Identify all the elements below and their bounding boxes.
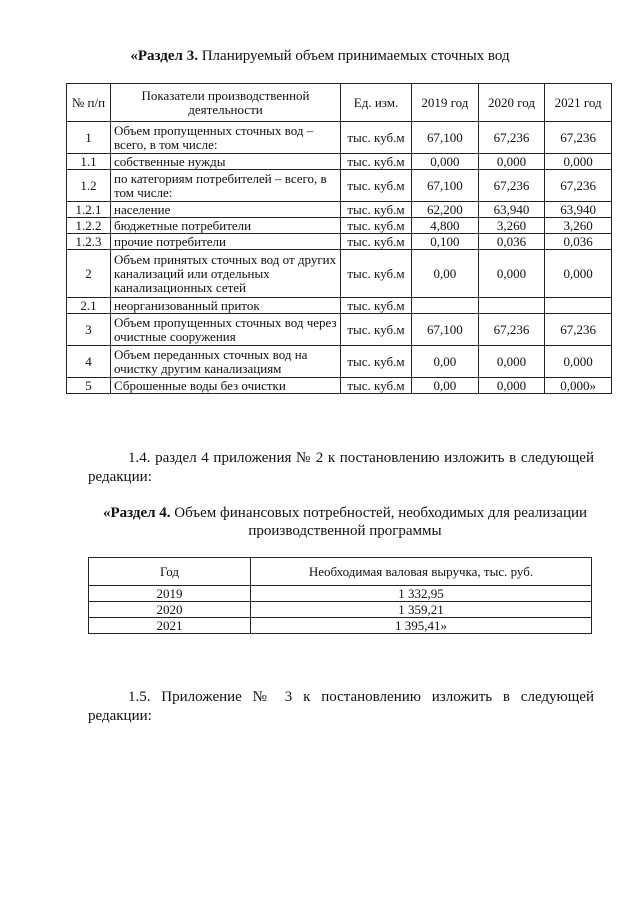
row-num: 2 [67,250,111,298]
section4-row [89,586,592,602]
section4-row [89,602,592,618]
section3-row [67,202,612,218]
section3-row [67,378,612,394]
row-value-2020: 0,000 [478,378,545,394]
row-year: 2019 [89,586,251,602]
row-num: 1 [67,122,111,154]
row-value-2021: 0,036 [545,234,612,250]
section4-table [88,557,592,634]
section3-title [0,48,640,65]
row-unit: тыс. куб.м [341,202,412,218]
header-num: № п/п [67,84,111,122]
row-revenue: 1 395,41» [251,618,592,634]
row-num: 3 [67,314,111,346]
row-unit: тыс. куб.м [341,378,412,394]
row-indicator: население [111,202,341,218]
row-value-2020: 0,000 [478,250,545,298]
section3-title-bold: «Раздел 3. [130,48,198,64]
row-value-2019: 0,000 [412,154,479,170]
row-unit: тыс. куб.м [341,250,412,298]
row-unit: тыс. куб.м [341,122,412,154]
row-num: 5 [67,378,111,394]
row-unit: тыс. куб.м [341,234,412,250]
row-value-2021: 0,000 [545,250,612,298]
row-value-2021: 0,000 [545,154,612,170]
row-value-2021: 63,940 [545,202,612,218]
section3-table [66,83,612,394]
row-value-2021: 67,236 [545,170,612,202]
row-value-2020: 67,236 [478,170,545,202]
row-value-2019 [412,298,479,314]
section4-title [95,504,595,540]
row-indicator: Объем пропущенных сточных вод через очистные сооружения [111,314,341,346]
row-num: 1.2.3 [67,234,111,250]
row-value-2021: 67,236 [545,314,612,346]
section3-row [67,122,612,154]
row-value-2020: 0,000 [478,154,545,170]
row-value-2019: 4,800 [412,218,479,234]
row-indicator: Объем переданных сточных вод на очистку другим канализациям [111,346,341,378]
section3-row [67,250,612,298]
row-value-2021: 67,236 [545,122,612,154]
row-revenue: 1 359,21 [251,602,592,618]
section3-header-row [67,84,612,122]
row-unit: тыс. куб.м [341,170,412,202]
row-indicator: Объем пропущенных сточных вод – всего, в том числе: [111,122,341,154]
row-value-2020: 0,000 [478,346,545,378]
row-unit: тыс. куб.м [341,314,412,346]
section3-row [67,218,612,234]
paragraph-1-5: 1.5. Приложение № 3 к постановлению изложить в следующей редакции: [88,689,594,724]
row-value-2020: 0,036 [478,234,545,250]
row-num: 2.1 [67,298,111,314]
row-indicator: неорганизованный приток [111,298,341,314]
row-num: 1.2 [67,170,111,202]
row-value-2019: 67,100 [412,170,479,202]
row-value-2021 [545,298,612,314]
row-value-2019: 67,100 [412,314,479,346]
row-num: 1.2.2 [67,218,111,234]
row-value-2019: 0,00 [412,378,479,394]
header-unit: Ед. изм. [341,84,412,122]
row-unit: тыс. куб.м [341,154,412,170]
row-value-2020: 67,236 [478,314,545,346]
row-revenue: 1 332,95 [251,586,592,602]
row-num: 1.2.1 [67,202,111,218]
row-num: 1.1 [67,154,111,170]
row-value-2021: 3,260 [545,218,612,234]
row-value-2019: 62,200 [412,202,479,218]
paragraph-1-4: 1.4. раздел 4 приложения № 2 к постановлению изложить в следующей редакции: [88,450,594,485]
header-revenue: Необходимая валовая выручка, тыс. руб. [251,558,592,586]
row-indicator: прочие потребители [111,234,341,250]
section3-row [67,234,612,250]
row-value-2021: 0,000 [545,346,612,378]
section4-title-bold: «Раздел 4. [102,505,171,521]
row-value-2019: 0,100 [412,234,479,250]
row-indicator: Сброшенные воды без очистки [111,378,341,394]
row-year: 2021 [89,618,251,634]
row-value-2021: 0,000» [545,378,612,394]
row-value-2020: 67,236 [478,122,545,154]
section3-row [67,298,612,314]
section3-row [67,170,612,202]
row-value-2020 [478,298,545,314]
header-year: Год [89,558,251,586]
section4-header-row [89,558,592,586]
row-indicator: бюджетные потребители [111,218,341,234]
row-year: 2020 [89,602,251,618]
section4-row [89,618,592,634]
header-2021: 2021 год [545,84,612,122]
row-num: 4 [67,346,111,378]
header-2020: 2020 год [478,84,545,122]
row-value-2020: 3,260 [478,218,545,234]
section4-title-rest: Объем финансовых потребностей, необходимых для реализации производственной программы [170,505,588,539]
row-value-2019: 67,100 [412,122,479,154]
row-unit: тыс. куб.м [341,218,412,234]
row-indicator: Объем принятых сточных вод от других канализаций или отдельных канализационных сетей [111,250,341,298]
row-unit: тыс. куб.м [341,346,412,378]
header-indicator: Показатели производственной деятельности [111,84,341,122]
header-2019: 2019 год [412,84,479,122]
row-indicator: по категориям потребителей – всего, в том числе: [111,170,341,202]
row-value-2019: 0,00 [412,346,479,378]
section3-row [67,314,612,346]
section3-row [67,346,612,378]
row-unit: тыс. куб.м [341,298,412,314]
row-value-2019: 0,00 [412,250,479,298]
row-value-2020: 63,940 [478,202,545,218]
section3-row [67,154,612,170]
section3-title-rest: Планируемый объем принимаемых сточных вод [197,48,510,64]
row-indicator: собственные нужды [111,154,341,170]
